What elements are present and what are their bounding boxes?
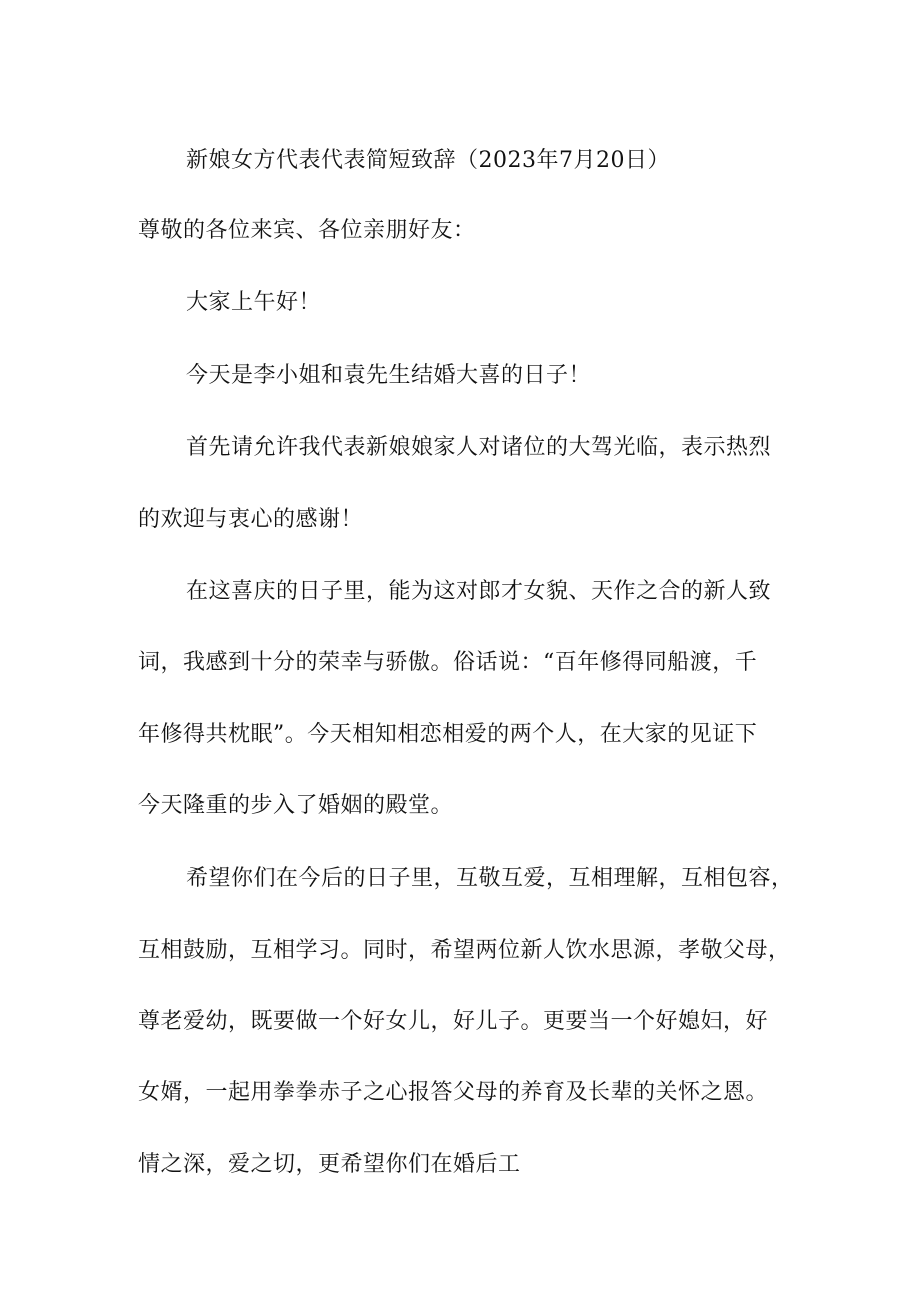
paragraph-line: 情之深，爱之切，更希望你们在婚后工 [138, 1152, 521, 1177]
paragraph-line: 年修得共枕眠”。今天相知相恋相爱的两个人，在大家的见证下 [138, 722, 758, 747]
paragraph-line: 词，我感到十分的荣幸与骄傲。俗话说：“百年修得同船渡，千 [138, 650, 758, 675]
paragraph-line: 首先请允许我代表新娘娘家人对诸位的大驾光临，表示热烈 [186, 435, 772, 460]
salutation: 尊敬的各位来宾、各位亲朋好友： [138, 218, 476, 243]
greeting: 大家上午好！ [186, 290, 322, 315]
paragraph-line: 尊老爱幼，既要做一个好女儿，好儿子。更要当一个好媳妇，好 [138, 1009, 769, 1034]
paragraph-line: 的欢迎与衷心的感谢！ [138, 507, 364, 532]
paragraph-line: 互相鼓励，互相学习。同时，希望两位新人饮水思源，孝敬父母， [138, 938, 791, 963]
paragraph-line: 今天隆重的步入了婚姻的殿堂。 [138, 793, 454, 818]
paragraph-line: 希望你们在今后的日子里，互敬互爱，互相理解，互相包容， [186, 866, 794, 891]
paragraph-line: 今天是李小姐和袁先生结婚大喜的日子！ [186, 363, 592, 388]
paragraph-line: 在这喜庆的日子里，能为这对郎才女貌、天作之合的新人致 [186, 579, 772, 604]
document-title: 新娘女方代表代表简短致辞（2023年7月20日） [186, 148, 670, 173]
paragraph-line: 女婿，一起用拳拳赤子之心报答父母的养育及长辈的关怀之恩。 [138, 1080, 769, 1105]
